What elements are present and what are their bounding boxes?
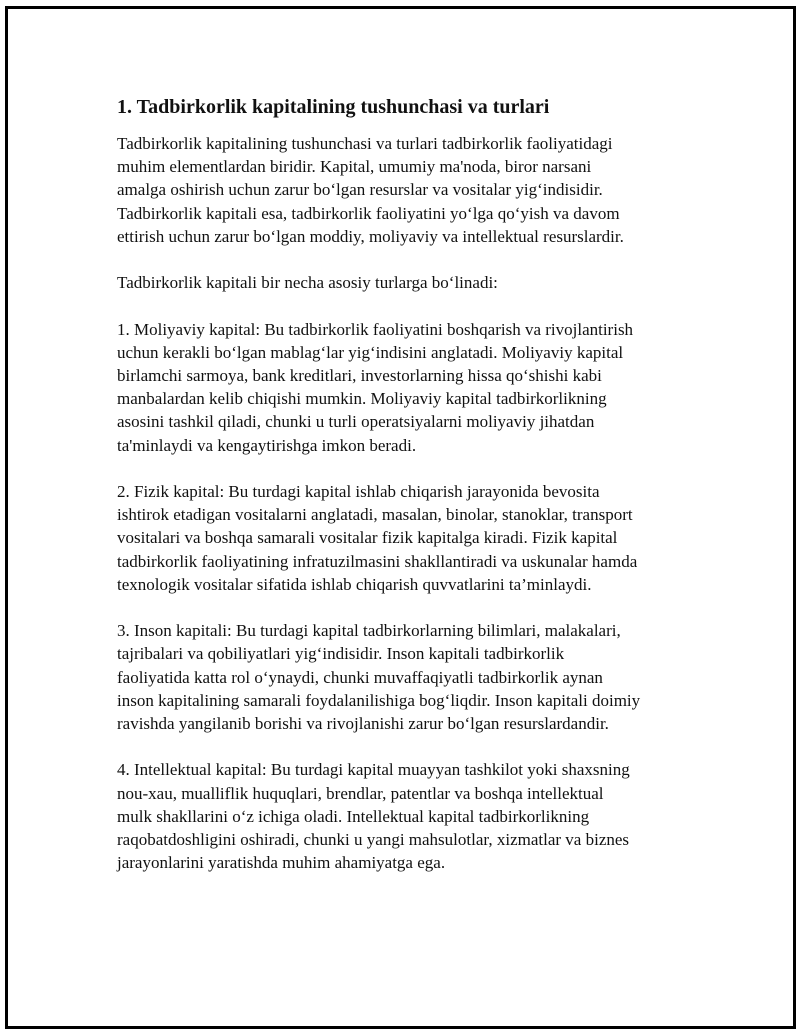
document-title: 1. Tadbirkorlik kapitalining tushunchasi va turlari <box>117 96 550 118</box>
text-line: ishtirok etadigan vositalarni anglatadi, masalan, binolar, stanoklar, transport <box>117 505 633 525</box>
text-line: Tadbirkorlik kapitali bir necha asosiy turlarga bo‘linadi: <box>117 273 498 293</box>
paragraph-human-capital <box>117 619 693 735</box>
document-body <box>113 95 693 898</box>
text-line: uchun kerakli bo‘lgan mablag‘lar yig‘indisini anglatadi. Moliyaviy kapital <box>117 342 624 362</box>
text-line: muhim elementlardan biridir. Kapital, umumiy ma'noda, biror narsani <box>117 157 592 177</box>
text-line: ravishda yangilanib borishi va rivojlanishi zarur bo‘lgan resurslardandir. <box>117 714 609 734</box>
text-line: Tadbirkorlik kapitalining tushunchasi va turlari tadbirkorlik faoliyatidagi <box>117 134 613 153</box>
text-line: ta'minlaydi va kengaytirishga imkon beradi. <box>117 435 417 455</box>
text-line: mulk shakllarini o‘z ichiga oladi. Intellektual kapital tadbirkorlikning <box>117 806 590 826</box>
text-line: vositalari va boshqa samarali vositalar fizik kapitalga kiradi. Fizik kapital <box>117 528 618 548</box>
text-line: texnologik vositalar sifatida ishlab chiqarish quvvatlarini ta’minlaydi. <box>117 574 592 594</box>
paragraph-types-lead <box>117 271 693 294</box>
paragraph-physical-capital <box>117 480 693 596</box>
text-line: amalga oshirish uchun zarur bo‘lgan resurslar va vositalar yig‘indisidir. <box>117 180 603 200</box>
text-line: manbalardan kelib chiqishi mumkin. Moliyaviy kapital tadbirkorlikning <box>117 389 607 409</box>
text-line: 1. Moliyaviy kapital: Bu tadbirkorlik faoliyatini boshqarish va rivojlantirish <box>117 319 634 339</box>
text-line: faoliyatida katta rol o‘ynaydi, chunki muvaffaqiyatli tadbirkorlik aynan <box>117 667 603 687</box>
text-line: inson kapitalining samarali foydalanilishiga bog‘liqdir. Inson kapitali doimiy <box>117 690 641 710</box>
text-line: nou-xau, mualliflik huquqlari, brendlar, patentlar va boshqa intellektual <box>117 783 604 803</box>
text-line: 2. Fizik kapital: Bu turdagi kapital ishlab chiqarish jarayonida bevosita <box>117 482 600 501</box>
text-line: raqobatdoshligini oshiradi, chunki u yangi mahsulotlar, xizmatlar va biznes <box>117 830 630 850</box>
text-line: asosini tashkil qiladi, chunki u turli operatsiyalarni moliyaviy jihatdan <box>117 412 595 432</box>
text-line: ettirish uchun zarur bo‘lgan moddiy, moliyaviy va intellektual resurslardir. <box>117 226 624 246</box>
text-line: Tadbirkorlik kapitali esa, tadbirkorlik faoliyatini yo‘lga qo‘yish va davom <box>117 203 620 223</box>
paragraph-intellectual-capital <box>117 758 693 874</box>
text-line: tajribalari va qobiliyatlari yig‘indisidir. Inson kapitali tadbirkorlik <box>117 644 565 664</box>
text-line: jarayonlarini yaratishda muhim ahamiyatga ega. <box>117 853 446 873</box>
text-line: tadbirkorlik faoliyatining infratuzilmasini shakllantiradi va uskunalar hamda <box>117 551 638 571</box>
text-line: 3. Inson kapitali: Bu turdagi kapital tadbirkorlarning bilimlari, malakalari, <box>117 621 621 641</box>
text-line: 4. Intellektual kapital: Bu turdagi kapital muayyan tashkilot yoki shaxsning <box>117 760 630 780</box>
text-line: birlamchi sarmoya, bank kreditlari, investorlarning hissa qo‘shishi kabi <box>117 366 602 385</box>
paragraph-intro <box>117 132 693 248</box>
paragraph-financial-capital <box>117 318 693 457</box>
